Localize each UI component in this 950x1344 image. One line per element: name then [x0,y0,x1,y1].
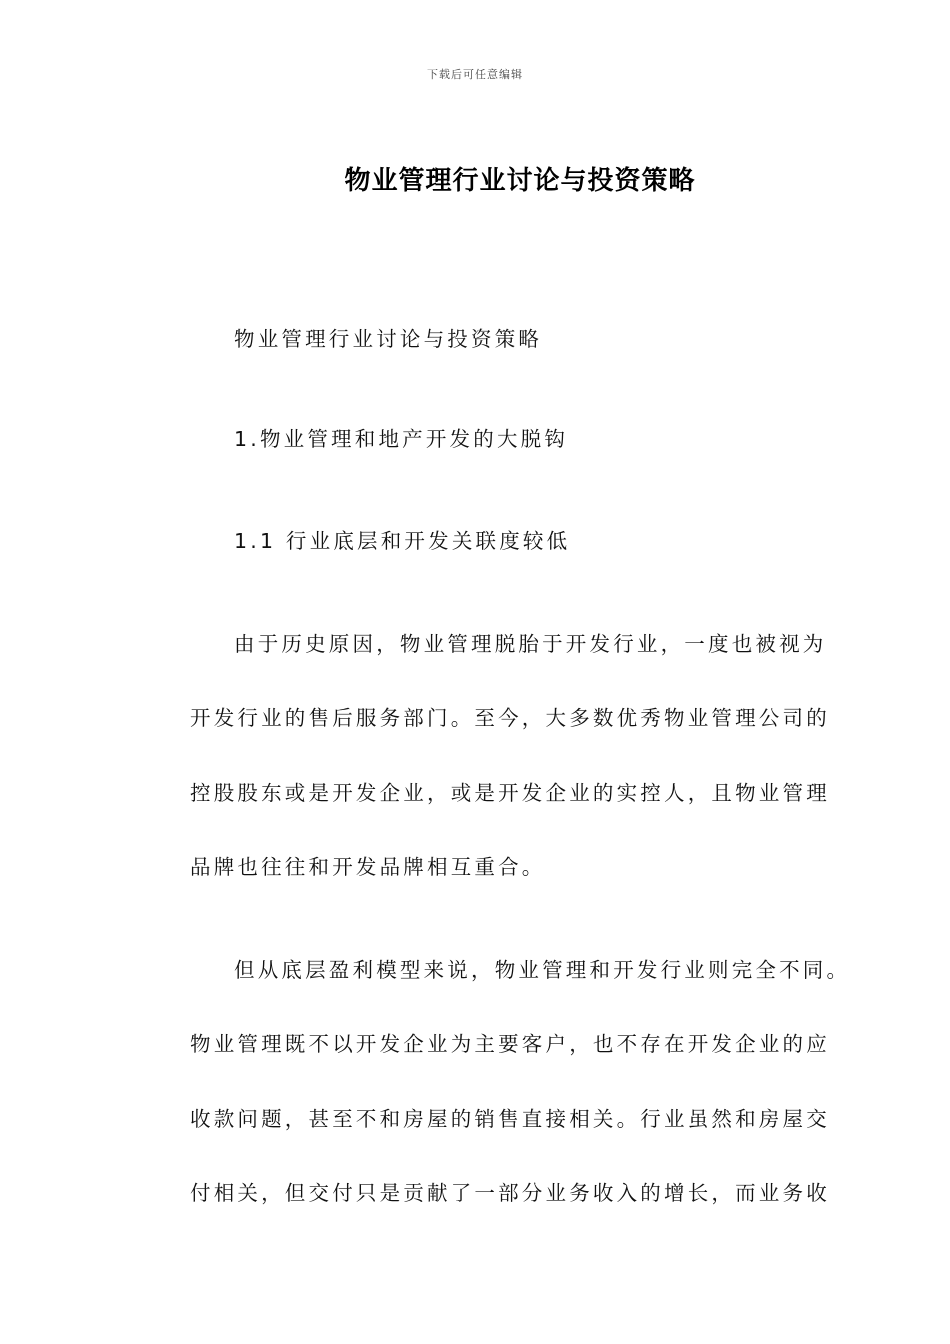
paragraph-1-line-3: 控股股东或是开发企业，或是开发企业的实控人，且物业管理 [190,781,830,805]
body-line-heading-1-1: 1.1 行业底层和开发关联度较低 [234,529,571,553]
body-line-heading-1: 1.物业管理和地产开发的大脱钩 [234,427,569,451]
paragraph-2-line-1: 但从底层盈利模型来说，物业管理和开发行业则完全不同。 [234,958,851,982]
paragraph-1-line-4: 品牌也往往和开发品牌相互重合。 [190,855,546,879]
paragraph-2-line-2: 物业管理既不以开发企业为主要客户，也不存在开发企业的应 [190,1032,830,1056]
paragraph-1-line-1: 由于历史原因，物业管理脱胎于开发行业，一度也被视为 [234,632,827,656]
paragraph-2-line-4: 付相关，但交付只是贡献了一部分业务收入的增长，而业务收 [190,1181,830,1205]
paragraph-2-line-3: 收款问题，甚至不和房屋的销售直接相关。行业虽然和房屋交 [190,1107,830,1131]
body-line-subtitle: 物业管理行业讨论与投资策略 [234,327,543,351]
header-note: 下载后可任意编辑 [427,68,523,81]
document-title: 物业管理行业讨论与投资策略 [344,166,696,196]
paragraph-1-line-2: 开发行业的售后服务部门。至今，大多数优秀物业管理公司的 [190,706,830,730]
